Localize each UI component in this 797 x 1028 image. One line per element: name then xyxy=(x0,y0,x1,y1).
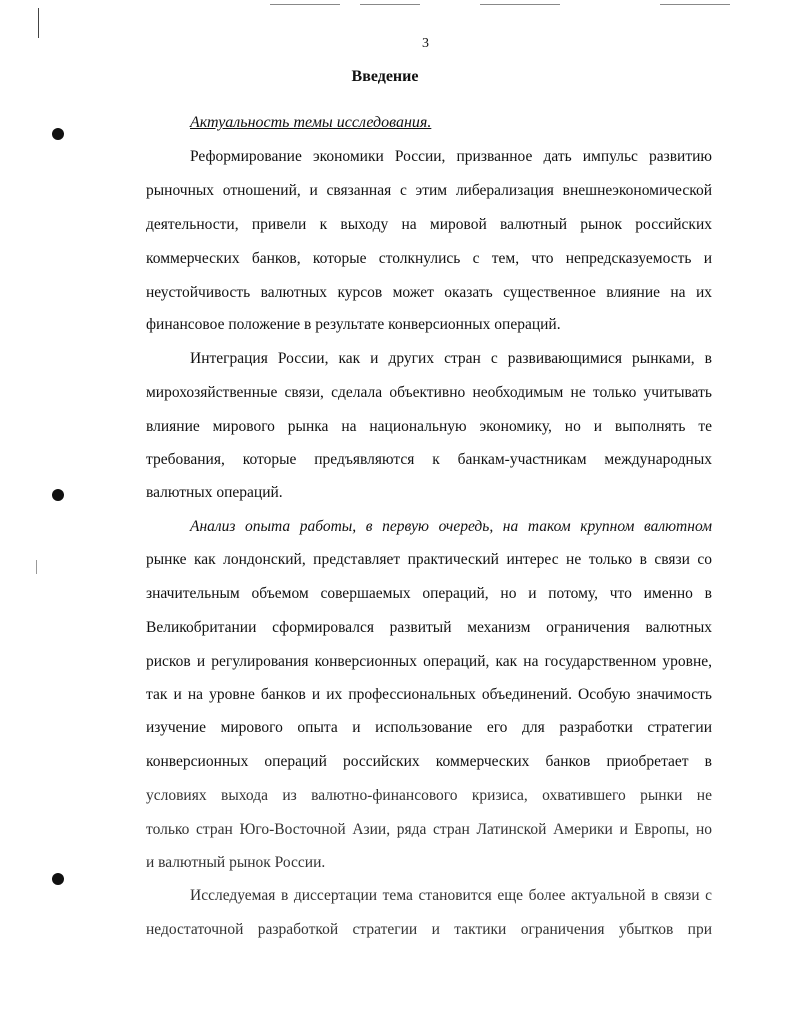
text-line: конверсионных операций российских коммерческих банков приобретает в xyxy=(146,753,712,770)
scan-side-mark xyxy=(36,560,37,574)
text-line: Анализ опыта работы, в первую очередь, на таком крупном валютном xyxy=(190,518,712,535)
punch-hole xyxy=(52,489,64,501)
text-line: Великобритании сформировался развитый механизм ограничения валютных xyxy=(146,619,712,636)
section-heading: Введение xyxy=(351,68,419,85)
page-number: 3 xyxy=(422,36,429,51)
text-line: изучение мирового опыта и использование его для разработки стратегии xyxy=(146,719,712,736)
punch-hole xyxy=(52,128,64,140)
text-line: условиях выхода из валютно-финансового кризиса, охватившего рынки не xyxy=(146,787,712,804)
text-line: Интеграция России, как и других стран с развивающимися рынками, в xyxy=(190,350,712,367)
section-subheading: Актуальность темы исследования. xyxy=(190,114,432,131)
text-line: валютных операций. xyxy=(146,484,283,501)
scan-top-mark xyxy=(360,4,420,5)
text-line: значительным объемом совершаемых операций, но и потому, что именно в xyxy=(146,585,712,602)
text-line: Исследуемая в диссертации тема становится еще более актуальной в связи с xyxy=(190,887,712,904)
text-line: Реформирование экономики России, призванное дать импульс развитию xyxy=(190,148,712,165)
scan-top-mark xyxy=(270,4,340,5)
text-line: деятельности, привели к выходу на мировой валютный рынок российских xyxy=(146,216,712,233)
text-line: мирохозяйственные связи, сделала объективно необходимым не только учитывать xyxy=(146,384,712,401)
scan-edge-line xyxy=(38,8,39,38)
text-line: финансовое положение в результате конверсионных операций. xyxy=(146,316,561,333)
text-line: влияние мирового рынка на национальную экономику, но и выполнять те xyxy=(146,418,712,435)
text-line: коммерческих банков, которые столкнулись с тем, что непредсказуемость и xyxy=(146,250,712,267)
text-line: и валютный рынок России. xyxy=(146,854,326,871)
scan-top-mark xyxy=(660,4,730,5)
text-line: рынке как лондонский, представляет практический интерес не только в связи со xyxy=(146,551,712,568)
text-line: только стран Юго-Восточной Азии, ряда стран Латинской Америки и Европы, но xyxy=(146,821,712,838)
punch-hole xyxy=(52,873,64,885)
text-line: рыночных отношений, и связанная с этим либерализация внешнеэкономической xyxy=(146,182,712,199)
text-line: так и на уровне банков и их профессиональных объединений. Особую значимость xyxy=(146,686,712,703)
text-line: требования, которые предъявляются к банкам-участникам международных xyxy=(146,451,712,468)
text-line: неустойчивость валютных курсов может оказать существенное влияние на их xyxy=(146,284,712,301)
text-line: недостаточной разработкой стратегии и тактики ограничения убытков при xyxy=(146,921,712,938)
scan-top-mark xyxy=(480,4,560,5)
text-line: рисков и регулирования конверсионных операций, как на государственном уровне, xyxy=(146,653,712,670)
